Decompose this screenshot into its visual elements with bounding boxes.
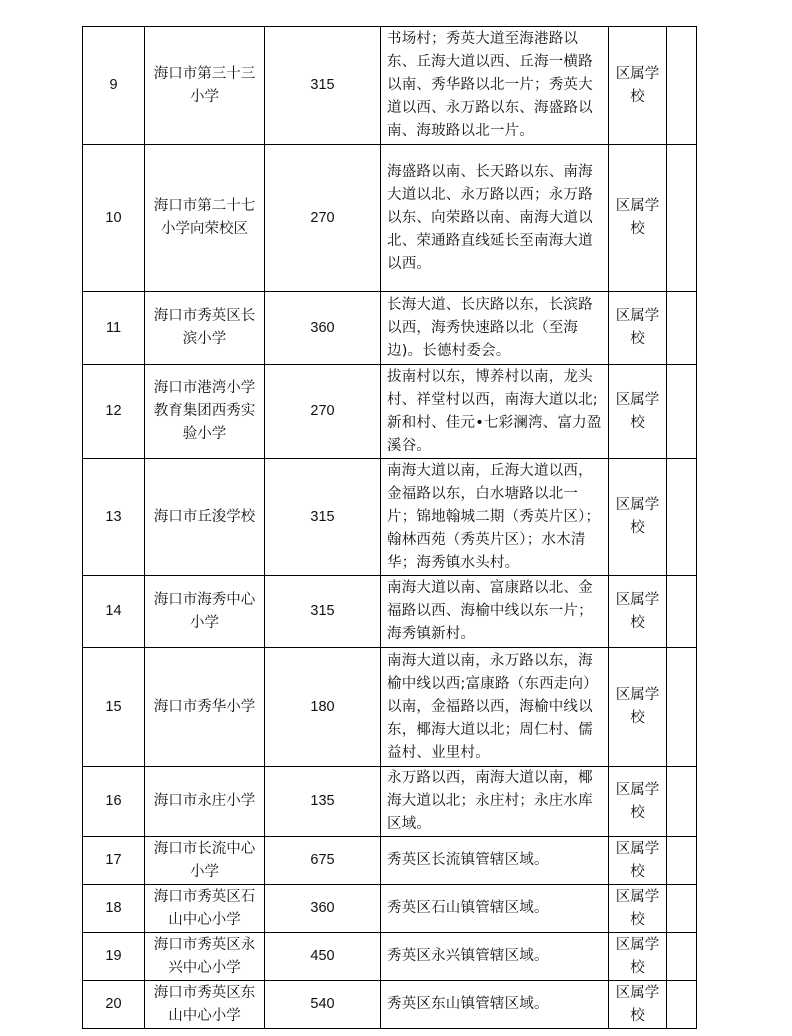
school-district-table [82,26,697,1029]
school-name: 海口市秀英区石山中心小学 [145,885,265,933]
row-index: 15 [83,648,145,767]
row-index: 12 [83,365,145,459]
table-row [83,27,697,145]
empty-cell [667,767,697,837]
catchment-area: 海盛路以南、长天路以东、南海大道以北、永万路以西；永万路以东、向荣路以南、南海大道以北、荣通路直线延长至南海大道以西。 [381,145,609,292]
school-name: 海口市第二十七小学向荣校区 [145,145,265,292]
school-type: 区属学校 [609,292,667,365]
empty-cell [667,885,697,933]
school-name: 海口市长流中心小学 [145,837,265,885]
school-name: 海口市秀华小学 [145,648,265,767]
table-row [83,981,697,1029]
catchment-area: 南海大道以南、富康路以北、金福路以西、海榆中线以东一片；海秀镇新村。 [381,576,609,648]
empty-cell [667,145,697,292]
school-type: 区属学校 [609,365,667,459]
enrollment-quota: 135 [265,767,381,837]
empty-cell [667,459,697,576]
table-row [83,648,697,767]
school-name: 海口市第三十三小学 [145,27,265,145]
catchment-area: 秀英区长流镇管辖区域。 [381,837,609,885]
enrollment-quota: 450 [265,933,381,981]
row-index: 9 [83,27,145,145]
row-index: 10 [83,145,145,292]
school-type: 区属学校 [609,648,667,767]
catchment-area: 秀英区东山镇管辖区域。 [381,981,609,1029]
school-name: 海口市永庄小学 [145,767,265,837]
school-type: 区属学校 [609,145,667,292]
table-row [83,576,697,648]
empty-cell [667,837,697,885]
empty-cell [667,933,697,981]
row-index: 13 [83,459,145,576]
school-name: 海口市秀英区永兴中心小学 [145,933,265,981]
row-index: 11 [83,292,145,365]
catchment-area: 拔南村以东，博养村以南，龙头村、祥堂村以西，南海大道以北;新和村、佳元•七彩澜湾、富力盈溪谷。 [381,365,609,459]
empty-cell [667,27,697,145]
table-row [83,459,697,576]
catchment-area: 长海大道、长庆路以东，长滨路以西，海秀快速路以北（至海边)。长德村委会。 [381,292,609,365]
empty-cell [667,648,697,767]
school-type: 区属学校 [609,885,667,933]
enrollment-quota: 360 [265,885,381,933]
school-type: 区属学校 [609,576,667,648]
school-type: 区属学校 [609,981,667,1029]
row-index: 14 [83,576,145,648]
empty-cell [667,365,697,459]
enrollment-quota: 315 [265,459,381,576]
school-type: 区属学校 [609,933,667,981]
empty-cell [667,292,697,365]
enrollment-quota: 315 [265,576,381,648]
enrollment-quota: 270 [265,145,381,292]
row-index: 18 [83,885,145,933]
table-row [83,885,697,933]
row-index: 20 [83,981,145,1029]
catchment-area: 南海大道以南，永万路以东，海榆中线以西;富康路（东西走向）以南，金福路以西，海榆中线以东，椰海大道以北；周仁村、儒益村、业里村。 [381,648,609,767]
empty-cell [667,981,697,1029]
table-row [83,837,697,885]
table-row [83,933,697,981]
table-row [83,292,697,365]
school-name: 海口市海秀中心小学 [145,576,265,648]
catchment-area: 永万路以西，南海大道以南，椰海大道以北；永庄村；永庄水库区域。 [381,767,609,837]
empty-cell [667,576,697,648]
school-type: 区属学校 [609,459,667,576]
school-type: 区属学校 [609,837,667,885]
enrollment-quota: 360 [265,292,381,365]
school-name: 海口市丘浚学校 [145,459,265,576]
row-index: 17 [83,837,145,885]
school-type: 区属学校 [609,27,667,145]
enrollment-quota: 315 [265,27,381,145]
table-row [83,145,697,292]
school-name: 海口市港湾小学教育集团西秀实验小学 [145,365,265,459]
catchment-area: 南海大道以南，丘海大道以西，金福路以东，白水塘路以北一片；锦地翰城二期（秀英片区）；翰林西苑（秀英片区）；水木清华；海秀镇水头村。 [381,459,609,576]
table-row [83,365,697,459]
row-index: 16 [83,767,145,837]
catchment-area: 书场村；秀英大道至海港路以东、丘海大道以西、丘海一横路以南、秀华路以北一片；秀英大道以西、永万路以东、海盛路以南、海玻路以北一片。 [381,27,609,145]
enrollment-quota: 540 [265,981,381,1029]
school-type: 区属学校 [609,767,667,837]
table-row [83,767,697,837]
enrollment-quota: 675 [265,837,381,885]
catchment-area: 秀英区石山镇管辖区域。 [381,885,609,933]
school-name: 海口市秀英区长滨小学 [145,292,265,365]
enrollment-quota: 180 [265,648,381,767]
school-name: 海口市秀英区东山中心小学 [145,981,265,1029]
row-index: 19 [83,933,145,981]
catchment-area: 秀英区永兴镇管辖区域。 [381,933,609,981]
enrollment-quota: 270 [265,365,381,459]
